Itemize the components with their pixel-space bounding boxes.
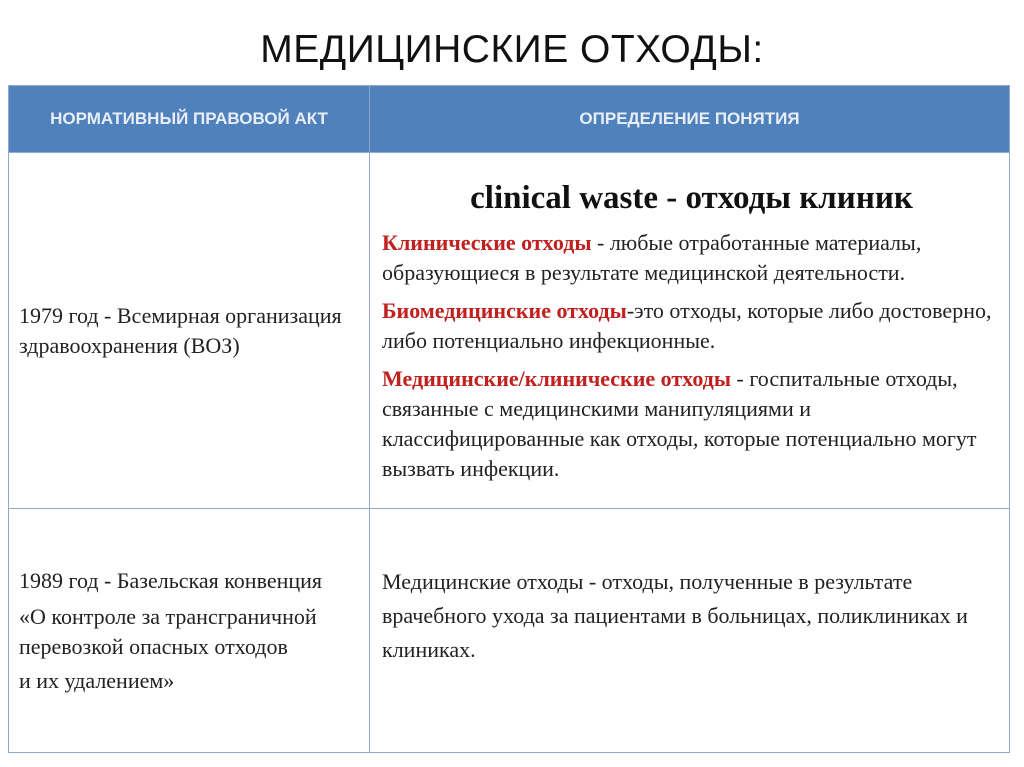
table-row — [9, 509, 1010, 753]
definition-text: -это отходы, которые либо достоверно, либо потенциально инфекционные. — [382, 297, 992, 353]
definition-item — [382, 228, 1001, 288]
column-header-definition: ОПРЕДЕЛЕНИЕ ПОНЯТИЯ — [370, 86, 1010, 153]
definition-term: Клинические отходы — [382, 229, 592, 255]
page-title: МЕДИЦИНСКИЕ ОТХОДЫ: — [260, 28, 764, 71]
table-row — [9, 153, 1010, 509]
definition-item — [382, 364, 1001, 484]
act-text: 1979 год - Всемирная организация здравоохранения (ВОЗ) — [19, 302, 342, 358]
column-header-act: НОРМАТИВНЫЙ ПРАВОВОЙ АКТ — [9, 86, 370, 153]
definition-text: Медицинские отходы - отходы, полученные в результате врачебного ухода за пациентами в больницах, поликлиниках и клиниках. — [382, 568, 968, 662]
definition-text: - любые отработанные материалы, образующиеся в результате медицинской деятельности. — [382, 229, 922, 285]
definition-term: Биомедицинские отходы — [382, 297, 627, 323]
definition-text: - госпитальные отходы, связанные с медицинскими манипуляциями и классифицированные как отходы, которые потенциально могут вызвать инфекции. — [382, 365, 977, 481]
act-text: и их удалением» — [19, 667, 175, 693]
definition-cell — [370, 153, 1010, 509]
act-text: 1989 год - Базельская конвенция — [19, 567, 323, 593]
definition-item — [382, 296, 1001, 356]
definitions-table — [8, 85, 1010, 753]
act-cell — [9, 509, 370, 753]
definition-heading: clinical waste - отходы клиник — [470, 179, 913, 216]
definition-cell — [370, 509, 1010, 753]
definition-term: Медицинские/клинические отходы — [382, 365, 731, 391]
act-text: «О контроле за трансграничной перевозкой опасных отходов — [19, 603, 317, 659]
table-header-row — [9, 86, 1010, 153]
act-cell — [9, 153, 370, 509]
